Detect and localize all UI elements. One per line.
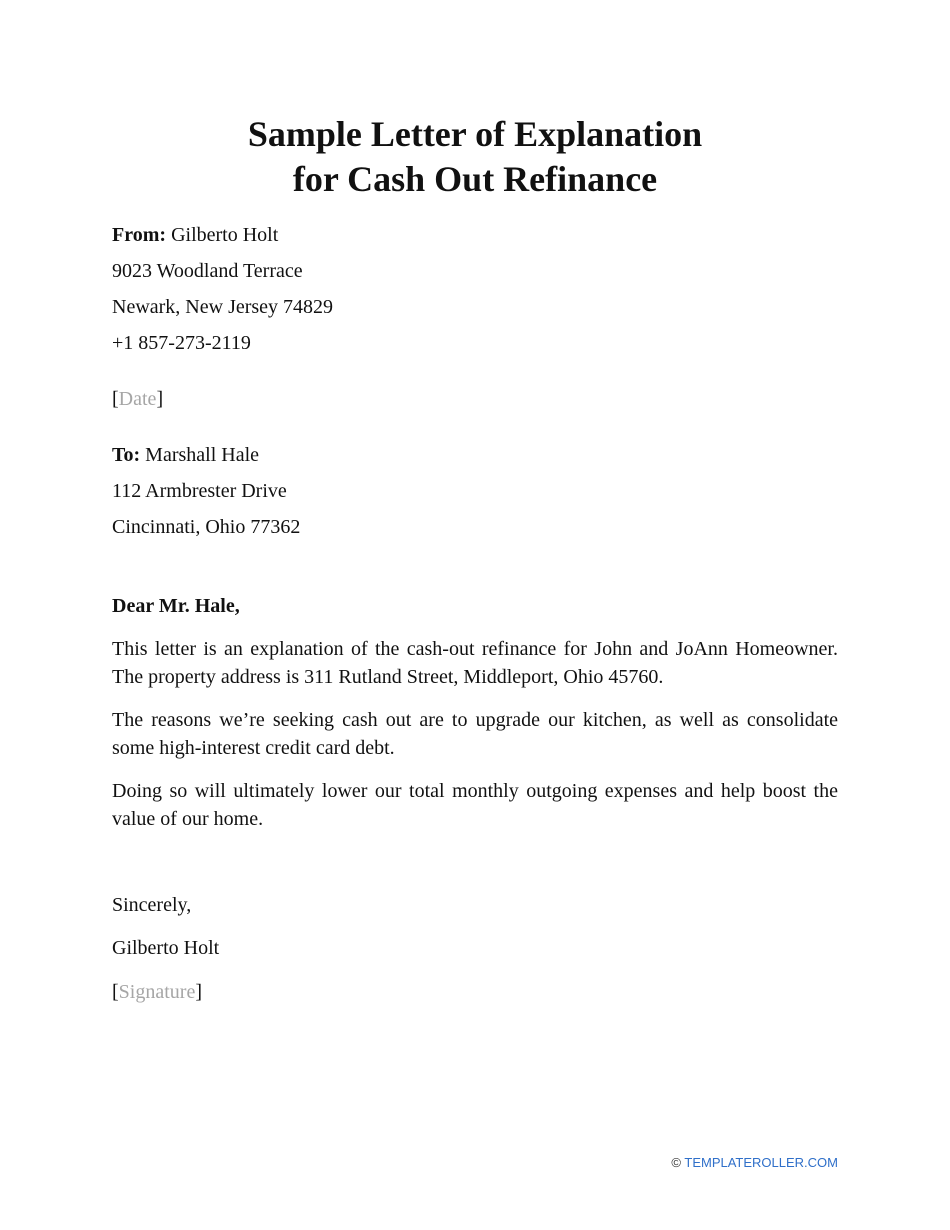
sender-address-line-1: 9023 Woodland Terrace	[112, 260, 303, 282]
sender-address-line-2: Newark, New Jersey 74829	[112, 296, 334, 318]
to-label: To:	[112, 444, 141, 466]
recipient-address-line-1: 112 Armbrester Drive	[112, 480, 287, 502]
salutation: Dear Mr. Hale,	[112, 595, 240, 617]
body-paragraph-3: Doing so will ultimately lower our total monthly outgoing expenses and help boost the value of our home.	[112, 780, 838, 830]
sender-name-line	[112, 221, 278, 249]
closing: Sincerely,	[112, 894, 192, 916]
copyright-symbol: ©	[671, 1155, 681, 1170]
title-line-1: Sample Letter of Explanation	[247, 114, 703, 154]
title-line-2: for Cash Out Refinance	[292, 159, 658, 199]
date-placeholder: Date	[118, 388, 157, 410]
templateroller-link[interactable]: TEMPLATEROLLER.COM	[684, 1155, 838, 1170]
signature-field: [Signature]	[112, 981, 202, 1003]
recipient-name-line	[112, 441, 259, 469]
sender-phone: +1 857-273-2119	[112, 332, 251, 354]
recipient-name: Marshall Hale	[145, 444, 260, 466]
signer-name: Gilberto Holt	[112, 937, 220, 959]
date-field: [Date]	[112, 388, 164, 410]
from-label: From:	[112, 224, 167, 246]
footer-credit	[671, 1154, 838, 1172]
recipient-address-line-2: Cincinnati, Ohio 77362	[112, 516, 301, 538]
sender-name: Gilberto Holt	[171, 224, 279, 246]
signature-placeholder: Signature	[118, 981, 196, 1003]
body-paragraph-1: This letter is an explanation of the cash-out refinance for John and JoAnn Homeowner. The property address is 311 Rutland Street, Middleport, Ohio 45760.	[112, 638, 838, 688]
body-paragraph-2: The reasons we’re seeking cash out are to upgrade our kitchen, as well as consolidate some high-interest credit card debt.	[112, 709, 838, 759]
